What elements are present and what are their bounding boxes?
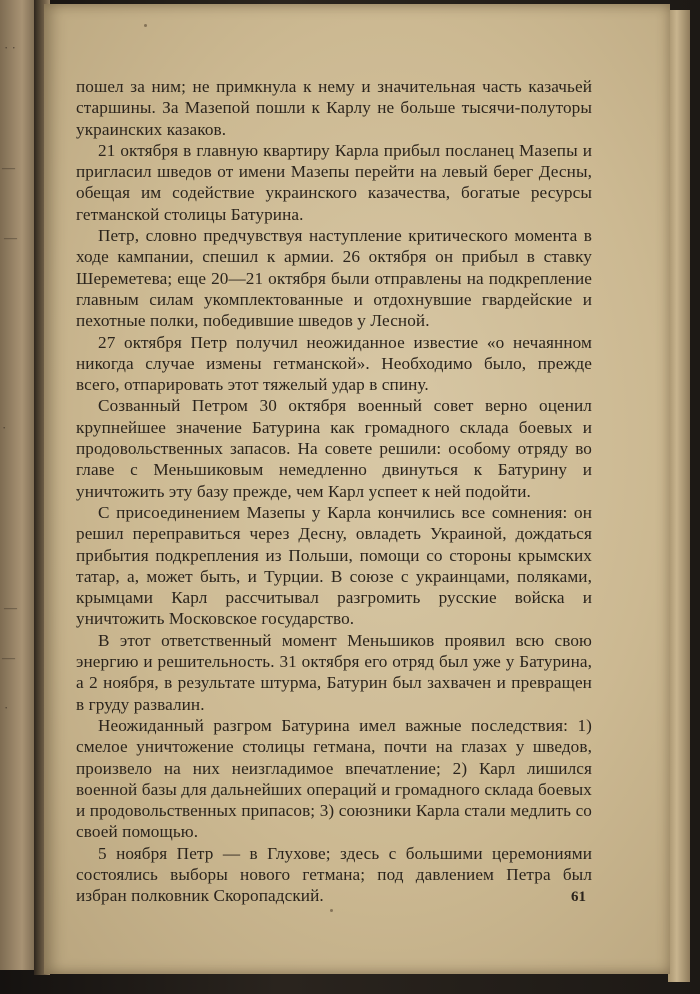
paragraph: 5 ноября Петр — в Глухове; здесь с большими церемониями состоялись выборы нового гетмана; под давлением Петра был избран полковник Скоропадский. <box>76 843 592 906</box>
paragraph: В этот ответственный момент Меньшиков проявил всю свою энергию и решительность. 31 октября его отряд был уже у Батурина, а 2 ноября, в результате штурма, Батурин был захвачен и превращен в груду развалин. <box>76 630 592 714</box>
page-text <box>76 76 592 907</box>
paragraph: 21 октября в главную квартиру Карла прибыл посланец Мазепы и пригласил шведов от имени Мазепы перейти на левый берег Десны, обещая им содействие украинского казачества, богатые ресурсы гетманской столицы Батурина. <box>76 140 592 224</box>
previous-page-edge: · · — — · — — · <box>0 0 40 970</box>
page-number: 61 <box>571 889 586 905</box>
paragraph: С присоединением Мазепы у Карла кончились все сомнения: он решил переправиться через Десну, овладеть Украиной, дождаться прибытия подкрепления из Польши, помощи со стороны крымских татар, а, может быть, и Турции. В союзе с украинцами, поляками, крымцами Карл рассчитывал разгромить русские войска и уничтожить Московское государство. <box>76 502 592 629</box>
page-stack-edge <box>668 10 690 982</box>
paragraph: 27 октября Петр получил неожиданное известие «о нечаянном никогда случае измены гетманской». Необходимо было, прежде всего, отпарировать этот тяжелый удар в спину. <box>76 332 592 395</box>
paragraph: пошел за ним; не примкнула к нему и значительная часть казачьей старшины. За Мазепой пошли к Карлу не больше тысячи-полуторы украинских казаков. <box>76 77 592 139</box>
paragraph: Созванный Петром 30 октября военный совет верно оценил крупнейшее значение Батурина как громадного склада боевых и продовольственных запасов. На совете решили: особому отряду во главе с Меньшиковым немедленно двинуться к Батурину и уничтожить эту базу прежде, чем Карл успеет к ней подойти. <box>76 396 592 501</box>
paragraph: Петр, словно предчувствуя наступление критического момента в ходе кампании, спешил к армии. 26 октября он прибыл в ставку Шереметева; еще 20—21 октября были отправлены на подкрепление главным силам укомплектованные и отдохнувшие гвардейские и пехотные полки, победившие шведов у Лесной. <box>76 226 592 331</box>
paragraph: Неожиданный разгром Батурина имел важные последствия: 1) смелое уничтожение столицы гетмана, почти на глазах у шведов, произвело на них неизгладимое впечатление; 2) Карл лишился военной базы для дальнейших операций и громадного склада боевых и продовольственных припасов; 3) союзники Карла стали медлить со своей помощью. <box>76 715 592 842</box>
